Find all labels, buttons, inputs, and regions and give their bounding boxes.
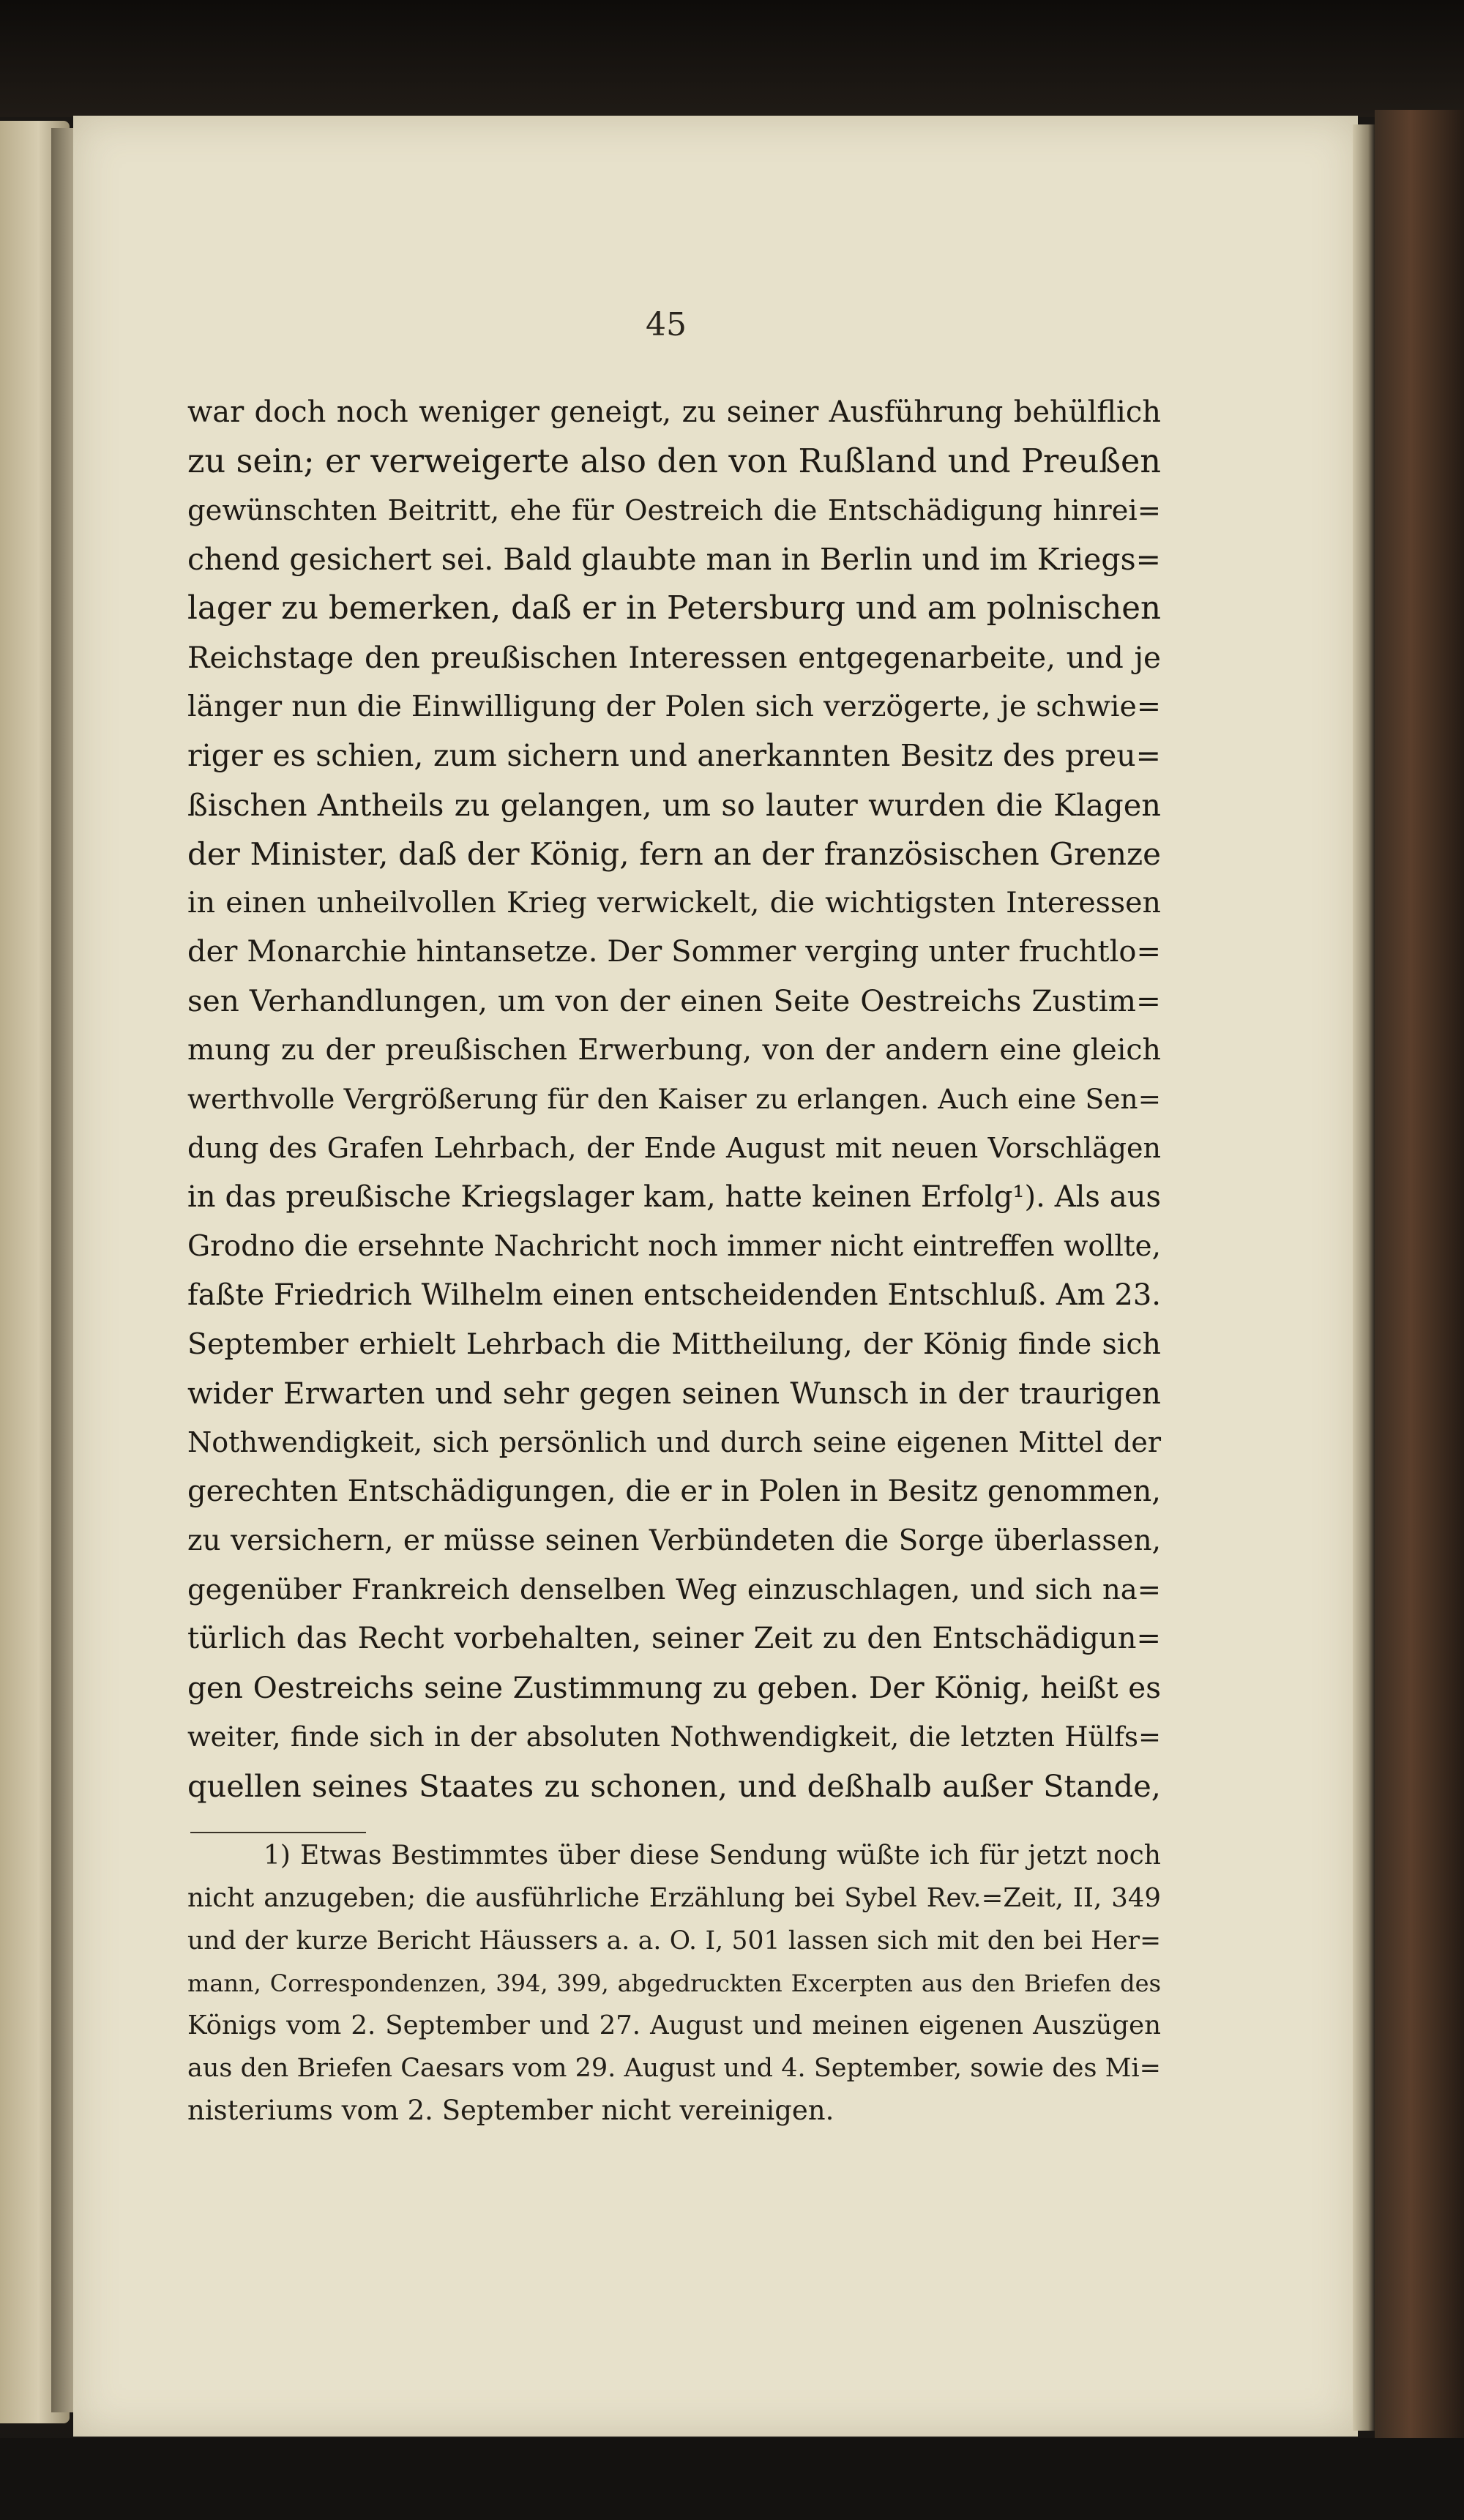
text-line: länger nun die Einwilligung der Polen sich verzögerte, je schwie= <box>187 690 1161 723</box>
text-line: werthvolle Vergrößerung für den Kaiser zu erlangen. Auch eine Sen= <box>187 1083 1161 1115</box>
text-line: Grodno die ersehnte Nachricht noch immer nicht eintreffen wollte, <box>187 1230 1161 1263</box>
footnote-line: aus den Briefen Caesars vom 29. August und 4. September, sowie des Mi= <box>187 2054 1161 2083</box>
text-line: ßischen Antheils zu gelangen, um so lauter wurden die Klagen <box>187 787 1161 823</box>
text-line: zu versichern, er müsse seinen Verbündeten die Sorge überlassen, <box>187 1524 1161 1557</box>
text-line: gerechten Entschädigungen, die er in Polen in Besitz genommen, <box>187 1475 1161 1508</box>
text-line: türlich das Recht vorbehalten, seiner Zeit zu den Entschädigun= <box>187 1622 1161 1655</box>
text-line: September erhielt Lehrbach die Mittheilung, der König finde sich <box>187 1327 1161 1361</box>
footnote-line-text: Etwas Bestimmtes über diese Sendung wüßte ich für jetzt noch <box>299 1841 1161 1871</box>
text-line: dung des Grafen Lehrbach, der Ende August mit neuen Vorschlägen <box>187 1132 1161 1164</box>
footnote-marker: 1) <box>264 1841 291 1871</box>
text-line: sen Verhandlungen, um von der einen Seite Oestreichs Zustim= <box>187 983 1161 1018</box>
footnote <box>187 1835 1161 2132</box>
page-right-edge <box>1353 124 1375 2431</box>
text-line: riger es schien, zum sichern und anerkannten Besitz des preu= <box>187 738 1161 773</box>
text-line: faßte Friedrich Wilhelm einen entscheidenden Entschluß. Am 23. <box>187 1278 1161 1312</box>
background-top <box>0 0 1464 117</box>
text-line: Reichstage den preußischen Interessen entgegenarbeite, und je <box>187 640 1161 675</box>
text-line: gewünschten Beitritt, ehe für Oestreich die Entschädigung hinrei= <box>187 494 1161 527</box>
text-line: lager zu bemerken, daß er in Petersburg und am polnischen <box>187 590 1161 627</box>
page-number: 45 <box>646 306 687 343</box>
text-line: gen Oestreichs seine Zustimmung zu geben. Der König, heißt es <box>187 1670 1161 1705</box>
text-line: chend gesichert sei. Bald glaubte man in Berlin und im Kriegs= <box>187 542 1161 577</box>
text-line: Nothwendigkeit, sich persönlich und durch seine eigenen Mittel der <box>187 1426 1161 1458</box>
footnote-line: nicht anzugeben; die ausführliche Erzählung bei Sybel Rev.=Zeit, II, 349 <box>187 1883 1161 1913</box>
footnote-line: mann, Correspondenzen, 394, 399, abgedruckten Excerpten aus den Briefen des <box>187 1969 1161 1997</box>
book-cover-edge <box>1375 110 1464 2453</box>
text-line: quellen seines Staates zu schonen, und deßhalb außer Stande, <box>187 1768 1161 1804</box>
text-line: war doch noch weniger geneigt, zu seiner Ausführung behülflich <box>187 395 1161 429</box>
text-line: der Monarchie hintansetze. Der Sommer verging unter fruchtlo= <box>187 935 1161 969</box>
text-line: der Minister, daß der König, fern an der französischen Grenze <box>187 836 1161 872</box>
text-line: in das preußische Kriegslager kam, hatte keinen Erfolg¹). Als aus <box>187 1180 1161 1214</box>
text-line: wider Erwarten und sehr gegen seinen Wunsch in der traurigen <box>187 1376 1161 1411</box>
body-text <box>187 388 1161 1811</box>
background-bottom <box>0 2438 1464 2520</box>
text-line: mung zu der preußischen Erwerbung, von der andern eine gleich <box>187 1033 1161 1067</box>
text-line: zu sein; er verweigerte also den von Rußland und Preußen <box>187 443 1161 480</box>
text-line: weiter, finde sich in der absoluten Nothwendigkeit, die letzten Hülfs= <box>187 1721 1161 1753</box>
text-line: in einen unheilvollen Krieg verwickelt, die wichtigsten Interessen <box>187 886 1161 920</box>
footnote-line: Königs vom 2. September und 27. August und meinen eigenen Auszügen <box>187 2010 1161 2040</box>
text-line: gegenüber Frankreich denselben Weg einzuschlagen, und sich na= <box>187 1573 1161 1606</box>
footnote-separator <box>190 1832 366 1833</box>
footnote-line: nisteriums vom 2. September nicht vereinigen. <box>187 2095 834 2126</box>
footnote-line <box>187 1835 1161 1877</box>
footnote-line: und der kurze Bericht Häussers a. a. O. I, 501 lassen sich mit den bei Her= <box>187 1926 1161 1956</box>
